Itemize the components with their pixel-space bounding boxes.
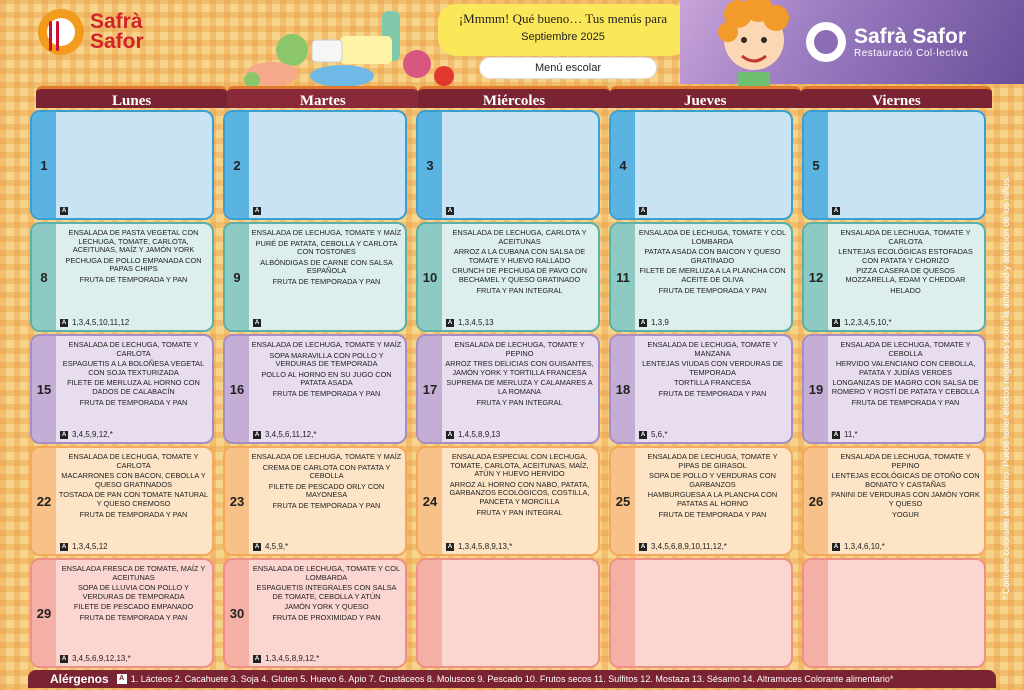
- day-number: 19: [804, 336, 828, 442]
- menu-dish: PECHUGA DE POLLO EMPANADA CON PAPAS CHIPS: [65, 255, 202, 274]
- menu-dish: HAMBURGUESA A LA PLANCHA CON PATATAS AL HORNO: [647, 490, 778, 508]
- day-number: [611, 560, 635, 666]
- fork-knife-icon: [38, 9, 84, 55]
- day-cell: [802, 222, 986, 332]
- menu-items: [830, 453, 981, 521]
- menu-dish: FRUTA DE TEMPORADA Y PAN: [851, 397, 960, 407]
- day-cell: [802, 110, 986, 220]
- day-number: 17: [418, 336, 442, 442]
- menu-items: [444, 453, 595, 519]
- menu-type-label: Menú escolar: [480, 58, 656, 78]
- allergen-icon: A: [61, 655, 67, 662]
- menu-items: [251, 341, 402, 401]
- allergen-icon: A: [447, 208, 453, 214]
- menu-dish: FRUTA DE TEMPORADA Y PAN: [79, 509, 188, 519]
- menu-dish: FRUTA DE TEMPORADA Y PAN: [79, 397, 188, 407]
- allergen-icon: A: [61, 319, 67, 326]
- allergen-codes: [639, 318, 669, 327]
- day-number: 23: [225, 448, 249, 554]
- menu-items: [444, 341, 595, 409]
- child-illustration: [708, 0, 800, 92]
- menu-dish: ENSALADA FRESCA DE TOMATE, MAÍZ Y ACEITUNAS: [61, 564, 206, 582]
- menu-dish: HERVIDO VALENCIANO CON CEBOLLA, PATATA Y JUDÍAS VERDES: [835, 359, 976, 377]
- day-number: 25: [611, 448, 635, 554]
- allergen-codes: [639, 430, 667, 439]
- menu-dish: ENSALADA DE LECHUGA, TOMATE Y PEPINO: [454, 340, 585, 358]
- allergen-codes: [253, 654, 319, 663]
- menu-items: [58, 565, 209, 625]
- day-cell: [802, 446, 986, 556]
- menu-dish: FILETE DE PESCADO ORLY CON MAYONESA: [268, 481, 385, 500]
- menu-dish: ENSALADA DE PASTA VEGETAL CON LECHUGA, TOMATE, CARLOTA, ACEITUNAS, MAÍZ Y JAMÓN YORK: [68, 228, 199, 255]
- menu-dish: FRUTA DE TEMPORADA Y PAN: [658, 285, 767, 295]
- menu-dish: ENSALADA DE LECHUGA, TOMATE Y MAÍZ: [251, 228, 402, 237]
- menu-items: [637, 229, 788, 297]
- day-cell: [30, 446, 214, 556]
- day-wednesday: Miércoles: [418, 86, 609, 108]
- menu-items: [830, 341, 981, 409]
- allergen-codes: [446, 207, 458, 215]
- day-cell: [609, 446, 793, 556]
- safra-safor-logo: [38, 6, 168, 58]
- day-number: 1: [32, 112, 56, 218]
- day-cell: [30, 334, 214, 444]
- allergen-icon: A: [640, 431, 646, 438]
- day-cell: [223, 222, 407, 332]
- day-number: 30: [225, 560, 249, 666]
- allergen-list: 1,3,9: [651, 318, 669, 327]
- menu-dish: ENSALADA DE LECHUGA, TOMATE Y PIPAS DE GIRASOL: [647, 452, 778, 470]
- allergen-icon: A: [833, 543, 839, 550]
- allergen-icon: A: [447, 431, 453, 438]
- day-cell: [416, 446, 600, 556]
- menu-items: [637, 341, 788, 401]
- allergens-footer: [28, 670, 996, 688]
- day-cell: [223, 334, 407, 444]
- menu-dish: CRUNCH DE PECHUGA DE PAVO CON BECHAMEL Y QUESO GRATINADO: [452, 266, 587, 284]
- allergen-codes: [832, 207, 844, 215]
- allergen-codes: [253, 542, 288, 551]
- menu-dish: HELADO: [890, 285, 921, 295]
- allergen-codes: [60, 430, 113, 439]
- day-cell: [416, 110, 600, 220]
- menu-dish: LONGANIZAS DE MAGRO CON SALSA DE ROMERO Y ROSTÍ DE PATATA Y CEBOLLA: [831, 378, 980, 396]
- day-cell: [416, 558, 600, 668]
- menu-dish: FRUTA DE TEMPORADA Y PAN: [79, 274, 188, 284]
- allergens-legend: 1. Lácteos 2. Cacahuete 3. Soja 4. Gluten 5. Huevo 6. Apio 7. Crustáceos 8. Moluscos 9. Pescado 10. Frutos secos 11. Sulfitos 12. Mostaza 13. Sésamo 14. Altramuces Colorante alimentario*: [130, 674, 894, 684]
- bubble-month: Septiembre 2025: [521, 31, 605, 43]
- menu-dish: ARROZ A LA CUBANA CON SALSA DE TOMATE Y HUEVO RALLADO: [453, 247, 586, 265]
- allergen-icon: A: [447, 543, 453, 550]
- menu-dish: FRUTA Y PAN INTEGRAL: [476, 285, 563, 295]
- menu-items: [637, 453, 788, 521]
- day-number: 18: [611, 336, 635, 442]
- safra-safor-logo-right: [806, 22, 968, 62]
- menu-dish: ENSALADA DE LECHUGA, TOMATE Y COL LOMBARDA: [638, 228, 787, 246]
- menu-dish: ENSALADA DE LECHUGA, TOMATE Y CARLOTA: [68, 340, 199, 358]
- day-number: 12: [804, 224, 828, 330]
- allergen-icon: A: [640, 543, 646, 550]
- menu-dish: PANINI DE VERDURAS CON JAMÓN YORK Y QUESO: [831, 490, 980, 508]
- menu-dish: FRUTA DE TEMPORADA Y PAN: [658, 509, 767, 519]
- menu-dish: ARROZ TRES DELICIAS CON GUISANTES, JAMÓN YORK Y TORTILLA FRANCESA: [445, 359, 594, 377]
- menu-dish: ALBÓNDIGAS DE CARNE CON SALSA ESPAÑOLA: [260, 257, 393, 276]
- menu-dish: PATATA ASADA CON BAICON Y QUESO GRATINADO: [644, 247, 781, 265]
- day-number: 29: [32, 560, 56, 666]
- allergen-codes: [446, 430, 500, 439]
- day-monday: Lunes: [36, 86, 227, 108]
- speech-bubble: [438, 4, 688, 56]
- brand-subtitle: Restauració Col·lectiva: [854, 47, 969, 59]
- allergen-icon: A: [640, 319, 646, 326]
- colorant-note-text: * Contiene colorante alimentario. Puede tener efectos negativos sobre la actividad y atención de los niños.: [1001, 175, 1011, 600]
- menu-dish: ENSALADA DE LECHUGA, TOMATE Y MANZANA: [647, 340, 778, 358]
- day-number: 24: [418, 448, 442, 554]
- day-cell: [802, 334, 986, 444]
- allergen-list: 3,4,5,6,9,12,13,*: [72, 654, 131, 663]
- menu-dish: ENSALADA DE LECHUGA, TOMATE Y PEPINO: [840, 452, 971, 470]
- day-cell: [609, 334, 793, 444]
- weekday-header: [36, 86, 992, 108]
- allergen-codes: [446, 318, 494, 327]
- menu-dish: MACARRONES CON BACON, CEBOLLA Y QUESO GRATINADOS: [61, 471, 206, 489]
- allergen-codes: [832, 318, 892, 327]
- allergen-list: 1,4,5,8,9,13: [458, 430, 501, 439]
- day-number: [418, 560, 442, 666]
- allergen-list: 4,5,9,*: [265, 542, 289, 551]
- allergen-icon: A: [61, 431, 67, 438]
- header: [0, 0, 1024, 84]
- allergen-codes: [639, 542, 727, 551]
- menu-dish: ENSALADA DE LECHUGA, CARLOTA Y ACEITUNAS: [452, 228, 587, 246]
- menu-dish: SOPA DE POLLO Y VERDURAS CON GARBANZOS: [649, 471, 776, 489]
- menu-dish: POLLO AL HORNO EN SU JUGO CON PATATA ASADA: [261, 369, 392, 388]
- menu-dish: FRUTA DE PROXIMIDAD Y PAN: [272, 612, 381, 622]
- menu-dish: ENSALADA DE LECHUGA, TOMATE Y MAÍZ: [251, 340, 402, 349]
- menu-dish: YOGUR: [891, 509, 920, 519]
- day-cell: [30, 558, 214, 668]
- allergen-codes: [639, 207, 651, 215]
- day-number: 2: [225, 112, 249, 218]
- day-number: 26: [804, 448, 828, 554]
- menu-dish: FRUTA DE TEMPORADA Y PAN: [272, 388, 381, 398]
- day-number: 22: [32, 448, 56, 554]
- allergen-list: 1,3,4,5,8,9,12,*: [265, 654, 320, 663]
- brand-name: Safrà Safor: [854, 24, 967, 48]
- allergen-icon: A: [61, 208, 67, 214]
- day-number: 3: [418, 112, 442, 218]
- allergen-list: 1,3,4,5,13: [458, 318, 494, 327]
- allergen-list: 1,3,4,5,8,9,13,*: [458, 542, 513, 551]
- menu-dish: PURÉ DE PATATA, CEBOLLA Y CARLOTA CON TOSTONES: [255, 238, 398, 257]
- menu-dish: FRUTA DE TEMPORADA Y PAN: [79, 612, 188, 622]
- day-cell: [223, 446, 407, 556]
- day-cell: [609, 110, 793, 220]
- menu-dish: TORTILLA FRANCESA: [674, 378, 751, 388]
- day-cell: [30, 110, 214, 220]
- menu-dish: CREMA DE CARLOTA CON PATATA Y CEBOLLA: [262, 462, 391, 481]
- menu-items: [58, 341, 209, 409]
- allergen-codes: [832, 430, 858, 439]
- menu-dish: FILETE DE PESCADO EMPANADO: [73, 602, 194, 612]
- allergen-codes: [60, 542, 108, 551]
- logo-line1: Safrà: [90, 10, 143, 33]
- allergen-list: 3,4,5,6,11,12,*: [265, 430, 317, 439]
- menu-dish: SUPREMA DE MERLUZA Y CALAMARES A LA ROMANA: [446, 378, 593, 396]
- day-thursday: Jueves: [610, 86, 801, 108]
- allergen-icon: A: [833, 208, 839, 214]
- menu-dish: PIZZA CASERA DE QUESOS MOZZARELLA, EDAM Y CHEDDAR: [845, 266, 966, 284]
- menu-items: [251, 453, 402, 513]
- allergen-codes: [253, 430, 316, 439]
- menu-dish: SOPA MARAVILLA CON POLLO Y VERDURAS DE TEMPORADA: [269, 350, 384, 369]
- allergen-icon: A: [833, 431, 839, 438]
- allergen-codes: [832, 542, 885, 551]
- day-cell: [802, 558, 986, 668]
- allergen-list: 5,6,*: [651, 430, 668, 439]
- menu-dish: ESPAGUETIS A LA BOLOÑESA VEGETAL CON SOJA TEXTURIZADA: [62, 359, 205, 377]
- menu-dish: LENTEJAS ECOLÓGICAS DE OTOÑO CON BONIATO Y CASTAÑAS: [831, 471, 980, 489]
- allergen-icon: A: [254, 208, 260, 214]
- allergen-codes: [60, 654, 131, 663]
- day-number: 4: [611, 112, 635, 218]
- day-tuesday: Martes: [227, 86, 418, 108]
- day-cell: [30, 222, 214, 332]
- menu-dish: ENSALADA ESPECIAL CON LECHUGA, TOMATE, CARLOTA, ACEITUNAS, MAÍZ, ATÚN Y HUEVO HERVIDO: [450, 452, 589, 479]
- day-number: 5: [804, 112, 828, 218]
- allergen-icon: A: [254, 543, 260, 550]
- allergens-title: Alérgenos: [50, 672, 109, 686]
- menu-dish: ENSALADA DE LECHUGA, TOMATE Y CEBOLLA: [840, 340, 971, 358]
- day-friday: Viernes: [801, 86, 992, 108]
- menu-dish: TOSTADA DE PAN CON TOMATE NATURAL Y QUESO CREMOSO: [58, 490, 209, 508]
- menu-items: [58, 229, 209, 287]
- allergen-codes: [253, 319, 265, 327]
- menu-items: [58, 453, 209, 521]
- menu-items: [444, 229, 595, 297]
- menu-dish: FRUTA DE TEMPORADA Y PAN: [272, 500, 381, 510]
- menu-dish: FRUTA DE TEMPORADA Y PAN: [272, 276, 381, 286]
- plate-icon: [806, 22, 846, 62]
- menu-dish: SOPA DE LLUVIA CON POLLO Y VERDURAS DE TEMPORADA: [77, 583, 190, 601]
- menu-dish: FRUTA DE TEMPORADA Y PAN: [658, 388, 767, 398]
- menu-dish: ESPAGUETIS INTEGRALES CON SALSA DE TOMATE, CEBOLLA Y ATÚN: [256, 583, 397, 601]
- menu-dish: ENSALADA DE LECHUGA, TOMATE Y CARLOTA: [840, 228, 971, 246]
- day-cell: [609, 222, 793, 332]
- menu-items: [830, 229, 981, 297]
- allergen-icon: A: [447, 319, 453, 326]
- bubble-title: ¡Mmmm! Qué bueno… Tus menús para: [458, 11, 668, 26]
- allergen-icon: A: [61, 543, 67, 550]
- food-illustration: [232, 6, 472, 88]
- day-cell: [416, 334, 600, 444]
- allergen-list: 3,4,5,6,8,9,10,11,12,*: [651, 542, 727, 551]
- colorant-note: [998, 110, 1014, 665]
- day-cell: [609, 558, 793, 668]
- day-number: 10: [418, 224, 442, 330]
- allergen-icon: A: [117, 674, 127, 684]
- menu-dish: ENSALADA DE LECHUGA, TOMATE Y CARLOTA: [68, 452, 199, 470]
- menu-dish: FILETE DE MERLUZA AL HORNO CON DADOS DE CALABACÍN: [67, 378, 200, 396]
- allergen-icon: A: [254, 431, 260, 438]
- day-number: [804, 560, 828, 666]
- allergen-codes: [60, 207, 72, 215]
- day-number: 15: [32, 336, 56, 442]
- menu-dish: LENTEJAS VIUDAS CON VERDURAS DE TEMPORADA: [642, 359, 783, 377]
- menu-items: [251, 565, 402, 625]
- menu-dish: FILETE DE MERLUZA A LA PLANCHA CON ACEITE DE OLIVA: [639, 266, 786, 284]
- menu-dish: FRUTA Y PAN INTEGRAL: [476, 397, 563, 407]
- logo-line2: Safor: [90, 30, 144, 53]
- allergen-icon: A: [254, 320, 260, 326]
- day-number: 11: [611, 224, 635, 330]
- allergen-icon: A: [833, 319, 839, 326]
- allergen-icon: A: [254, 655, 260, 662]
- allergen-codes: [253, 207, 265, 215]
- menu-dish: FRUTA Y PAN INTEGRAL: [476, 507, 563, 517]
- menu-dish: ARROZ AL HORNO CON NABO, PATATA, GARBANZOS ECOLÓGICOS, COSTILLA, PANCETA Y MORCILLA: [449, 479, 590, 506]
- allergen-list: 1,3,4,6,10,*: [844, 542, 885, 551]
- day-cell: [223, 110, 407, 220]
- menu-dish: ENSALADA DE LECHUGA, TOMATE Y COL LOMBARDA: [252, 564, 401, 582]
- allergen-codes: [446, 542, 512, 551]
- allergen-icon: A: [640, 208, 646, 214]
- allergen-list: 3,4,5,9,12,*: [72, 430, 113, 439]
- day-number: 9: [225, 224, 249, 330]
- day-cell: [223, 558, 407, 668]
- menu-dish: JAMÓN YORK Y QUESO: [284, 602, 369, 612]
- allergen-list: 1,3,4,5,10,11,12: [72, 318, 130, 327]
- menu-dish: ENSALADA DE LECHUGA, TOMATE Y MAÍZ: [251, 452, 402, 461]
- menu-dish: LENTEJAS ECOLÓGICAS ESTOFADAS CON PATATA Y CHORIZO: [838, 247, 973, 265]
- allergen-list: 1,3,4,5,12: [72, 542, 108, 551]
- allergen-list: 11,*: [844, 430, 858, 439]
- allergen-list: 1,2,3,4,5,10,*: [844, 318, 892, 327]
- allergen-codes: [60, 318, 129, 327]
- menu-items: [251, 229, 402, 289]
- day-number: 16: [225, 336, 249, 442]
- day-cell: [416, 222, 600, 332]
- day-number: 8: [32, 224, 56, 330]
